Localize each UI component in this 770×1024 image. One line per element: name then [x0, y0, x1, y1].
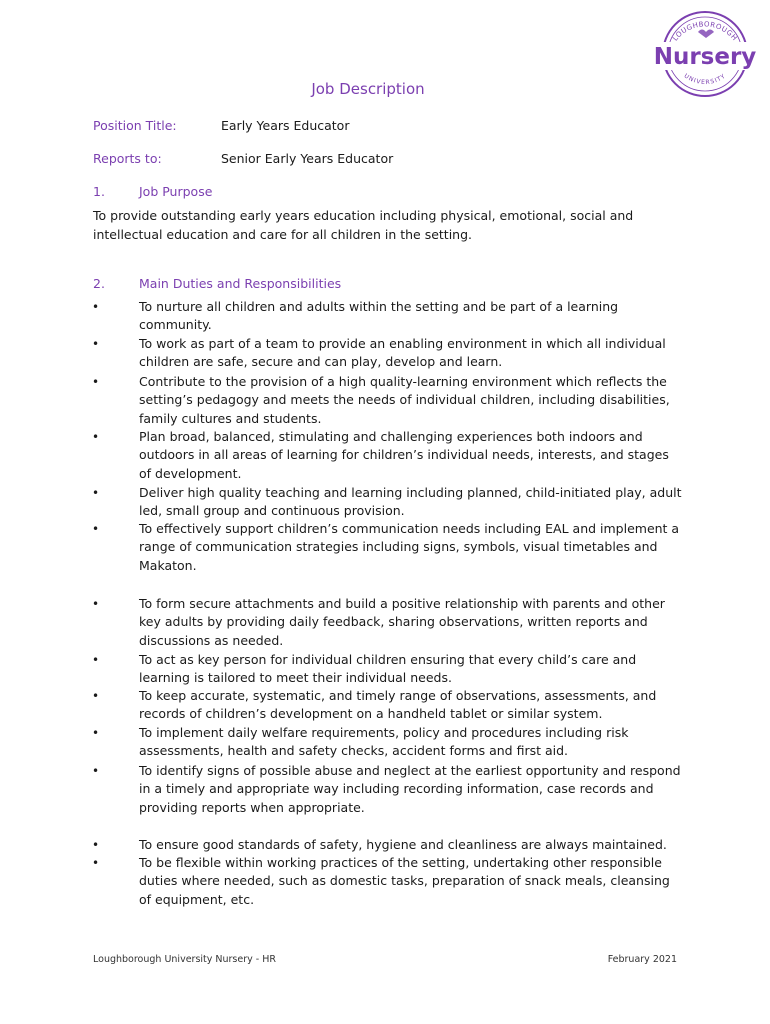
bullet-icon: • [92, 337, 100, 351]
list-item-text: To act as key person for individual children ensuring that every child’s care and learning is tailored to meet their individual needs. [139, 652, 637, 686]
list-item-text: To identify signs of possible abuse and neglect at the earliest opportunity and respond in a timely and appropriate way including recording information, case records and providing reports when appropriate. [139, 763, 681, 815]
section-1-title: Job Purpose [139, 184, 213, 199]
bullet-icon: • [92, 375, 100, 389]
bullet-icon: • [92, 689, 100, 703]
section-2-title: Main Duties and Responsibilities [139, 276, 342, 291]
list-item-text: To keep accurate, systematic, and timely range of observations, assessments, and records of children’s development on a handheld tablet or similar system. [139, 688, 657, 722]
reports-label: Reports to: [93, 151, 162, 166]
list-item-text: To effectively support children’s communication needs including EAL and implement a range of communication strategies including signs, symbols, visual timetables and Makaton. [139, 521, 680, 573]
bullet-icon: • [92, 838, 100, 852]
reports-value: Senior Early Years Educator [221, 151, 394, 166]
logo-arc-bottom: UNIVERSITY [682, 72, 728, 87]
bullet-icon: • [92, 726, 100, 740]
list-item-text: To ensure good standards of safety, hygiene and cleanliness are always maintained. [139, 837, 667, 852]
footer-right: February 2021 [607, 954, 677, 965]
list-item-text: Deliver high quality teaching and learning including planned, child-initiated play, adult led, small group and continuous provision. [139, 485, 682, 519]
list-item-text: To nurture all children and adults within the setting and be part of a learning community. [139, 299, 619, 333]
logo-name: Nursery [653, 44, 757, 70]
bullet-icon: • [92, 764, 100, 778]
list-item-text: To work as part of a team to provide an enabling environment in which all individual children are safe, secure and can play, develop and learn. [139, 336, 666, 370]
position-label: Position Title: [93, 118, 177, 133]
bullet-icon: • [92, 522, 100, 536]
bullet-icon: • [92, 597, 100, 611]
bullet-icon: • [92, 486, 100, 500]
list-item-text: Plan broad, balanced, stimulating and challenging experiences both indoors and outdoors in all areas of learning for children’s individual needs, interests, and stages of development. [139, 429, 669, 481]
list-item-text: To implement daily welfare requirements, policy and procedures including risk assessments, health and safety checks, accident forms and first aid. [139, 725, 629, 759]
logo-arc-top: LOUGHBOROUGH [671, 20, 739, 43]
list-item-text: To be flexible within working practices of the setting, undertaking other responsible duties where needed, such as domestic tasks, preparation of snack meals, cleansing of equipment, etc. [139, 855, 670, 907]
footer-left: Loughborough University Nursery - HR [93, 954, 276, 965]
bullet-icon: • [92, 653, 100, 667]
position-value: Early Years Educator [221, 118, 350, 133]
bullet-icon: • [92, 856, 100, 870]
list-item-text: To form secure attachments and build a positive relationship with parents and other key adults by providing daily feedback, sharing observations, written reports and discussions as needed. [139, 596, 665, 648]
page-title: Job Description [311, 80, 425, 98]
section-1-number: 1. [93, 184, 105, 199]
list-item-text: Contribute to the provision of a high quality-learning environment which reflects the setting’s pedagogy and meets the needs of individual children, including disabilities, family cultures and students. [139, 374, 670, 426]
bullet-icon: • [92, 300, 100, 314]
bullet-icon: • [92, 430, 100, 444]
section-2-number: 2. [93, 276, 105, 291]
section-1-text: To provide outstanding early years education including physical, emotional, social and intellectual education and care for all children in the setting. [93, 208, 634, 242]
